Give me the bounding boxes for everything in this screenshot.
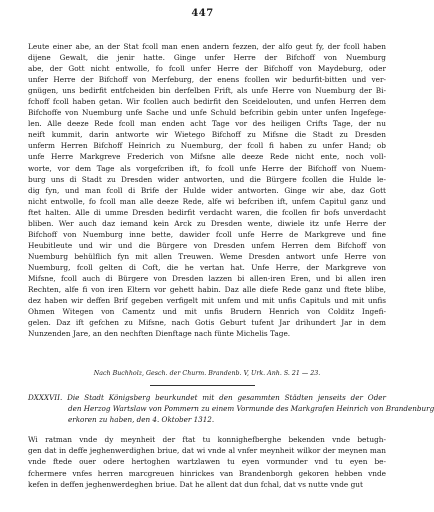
- source-citation: Nach Buchholz, Gesch. der Churm. Brandenb. V, Urk. Anh. S. 21 — 23.: [93, 370, 321, 377]
- text-line: Ohmen Witegen von Camentz und mit unfis Brudern Henrich von Colditz Ingefi-: [28, 307, 386, 317]
- document-body: [28, 434, 386, 490]
- text-line: Bifchoff von Nuemburg inne bette, dawider fcoll unfe Herre de Markgreve und fine: [28, 229, 386, 239]
- text-line: Bifchoffe von Nuemburg unfe Sache und unfe Schuld befcribin gebin unter unfen Ingefege-: [28, 108, 386, 118]
- text-line: gnügen, uns bedirfit entfcheiden bin derfelben Frift, als unfe Herre von Nuemburg der Bi-: [28, 86, 386, 96]
- text-line: worte, vor dem Tage als vorgefcriben ift, fo fcoll unfe Herre der Bifchoff von Nuem-: [28, 163, 386, 173]
- document-heading: [28, 392, 434, 426]
- body-line: vnde ftede ouer odere hertoghen wartzlawen tu eyen vormunder vnd tu eyen be-: [28, 457, 386, 467]
- heading-line: DXXXVII. Die Stadt Königsberg beurkundet mit den gesammten Städten jenseits der Oder: [28, 393, 386, 402]
- text-line: burg uns di Stadt zu Dresden wider antworten, und die Bürgere fcollen die Hulde le-: [28, 174, 386, 184]
- text-line: Rechten, alfe fi von iren Eltern vor gehett habin. Daz alle diefe Rede ganz und ftete blibe,: [28, 285, 386, 295]
- text-line: unfe Herre Markgreve Frederich von Mifsne alle deeze Rede nicht ente, noch voll-: [28, 152, 386, 162]
- text-line: neift kummit, darin antworte wir Wietego Bifchoff zu Mifsne die Stadt zu Dresden: [28, 130, 386, 140]
- text-line: dijene Gewalt, die jenir hatte. Ginge unfer Herre der Bifchoff von Nuemburg: [28, 53, 386, 63]
- text-line: fchoff fcoll haben getan. Wir fcollen auch bedirfit den Sceidelouten, und unfen Herren dem: [28, 97, 386, 107]
- text-line: Heubitleute und wir und die Bürgere von Dresden unfem Herren dem Bifchoff von: [28, 240, 386, 250]
- text-line: len. Alle deeze Rede fcoll man enden acht Tage vor des heiligen Crifts Tage, der nu: [28, 119, 386, 129]
- text-line: nicht entwolle, fo fcoll man alle deeze Rede, alfe wi befcriben ift, unfem Capitul ganz und: [28, 196, 386, 206]
- body-line: Wi ratman vnde dy meynheit der ftat tu konnighefberghe bekenden vnde betugh-: [28, 435, 386, 444]
- text-line: Nunzenden Jare, an den nechften Dienftage nach fünte Michelis Tage.: [28, 329, 291, 339]
- heading-line: erkoren zu haben, den 4. Oktober 1312.: [68, 415, 215, 425]
- text-line: abe, der Gott nicht entwolle, fo fcoll unfer Herre der Bifchoff von Maydeburg, oder: [28, 64, 386, 74]
- section-divider: [150, 385, 255, 386]
- body-line: fchermere vnfes herren marcgreuen hinrickes van Brandenborgh gekoren hebben vnde: [28, 468, 386, 478]
- text-line: unferm Herren Bifchoff Heinrich zu Nuemburg, der fcoll fi haben zu unfer Hand; ob: [28, 141, 386, 151]
- heading-line: den Herzog Wartslaw von Pommern zu einem Vormunde des Markgrafen Heinrich von Brandenburg: [68, 404, 434, 414]
- text-line: dez haben wir deffen Brif gegeben verfigelt mit unfem und mit unfis Capituls und mit unfis: [28, 296, 386, 306]
- text-line: Nuemburg behülflich fyn mit allen Treuwen. Weme Dresden antwort unfe Herre von: [28, 251, 386, 261]
- page-number: 447: [191, 8, 214, 19]
- text-line: dig fyn, und man fcoll di Brife der Hulde wider antworten. Ginge wir abe, daz Gott: [28, 185, 386, 195]
- text-line: Leute einer abe, an der Stat fcoll man enen andern fezzen, der alfo geut fy, der fcoll haben: [28, 42, 386, 51]
- body-line: kefen in deffen jeghenwerdeghen briue. Dat he allent dat dun fchal, dat vs nutte vnde gut: [28, 479, 363, 489]
- main-text-block: [28, 41, 386, 339]
- text-line: bliben. Wer auch daz iemand kein Arck zu Dresden wente, diwiele itz unfe Herre der: [28, 218, 386, 228]
- text-line: ftet halten. Alle di umme Dresden bedirfit verdacht waren, die fcollen fir bofs unverdacht: [28, 207, 386, 217]
- body-line: gen dat in deffe jeghenwerdighen briue, dat wi vnde al vnfer meynheit wilkor der meynen man: [28, 446, 386, 456]
- text-line: Nuemburg, fcoll gelten di Coft, die he vertan hat. Unfe Herre, der Markgreve von: [28, 262, 386, 272]
- text-line: gelen. Daz ift gefchen zu Mifsne, nach Gotis Geburt tufent Jar drihundert Jar in dem: [28, 318, 386, 328]
- text-line: Mifsne, fcoll auch di Bürgere von Dresden lazzen bi allen-iren Eren, und bi allen iren: [28, 273, 386, 283]
- text-line: unfer Herre der Bifchoff von Merfeburg, der enens fcollen wir bedurfit-bitten und ver-: [28, 75, 386, 85]
